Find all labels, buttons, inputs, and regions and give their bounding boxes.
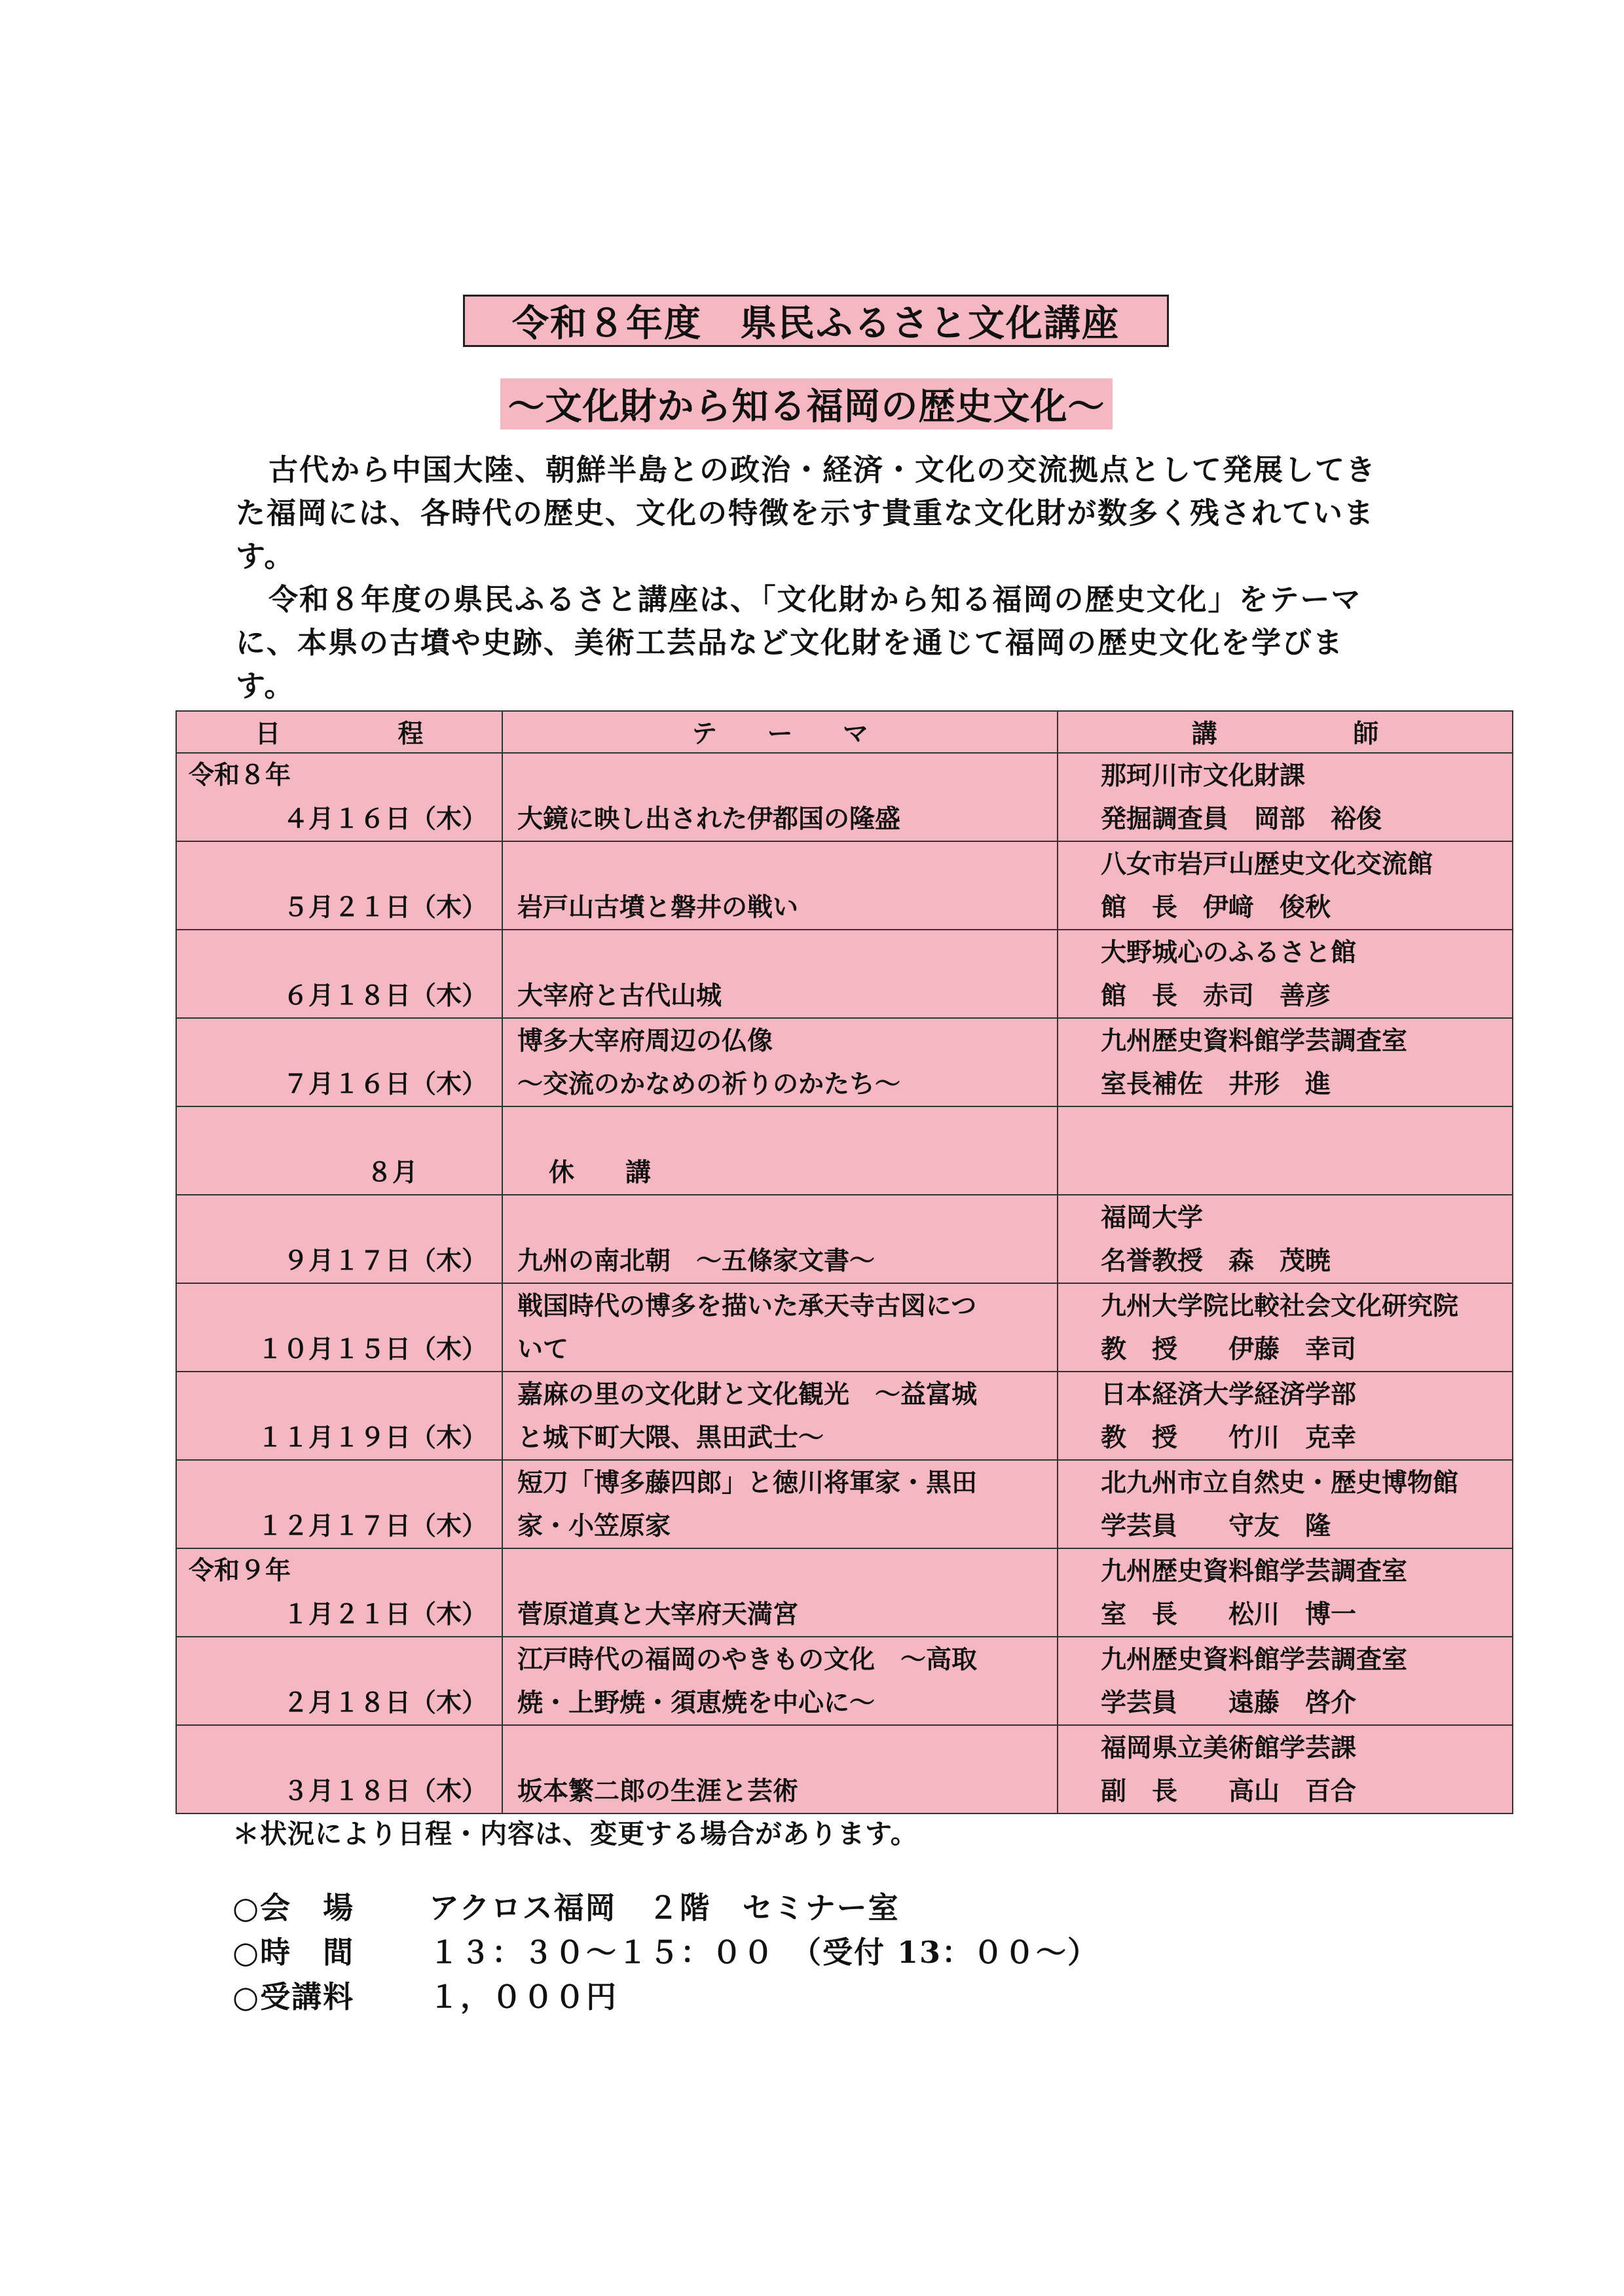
schedule-theme-line [503, 1108, 1057, 1151]
schedule-theme-line: 岩戸山古墳と磐井の戦い [517, 892, 799, 922]
schedule-lecturer-cell [1058, 1018, 1513, 1106]
table-row [176, 1283, 1513, 1372]
schedule-date: ７月１６日（木） [282, 1069, 487, 1099]
table-row [176, 1018, 1513, 1106]
schedule-date: １２月１７日（木） [257, 1511, 487, 1541]
schedule-year [177, 1372, 502, 1415]
schedule-date: １１月１９日（木） [257, 1423, 487, 1453]
schedule-theme-cell [502, 1460, 1058, 1548]
lecturer-affiliation: 大野城心のふるさと館 [1101, 938, 1357, 968]
header-theme-char: ー [767, 719, 793, 749]
lecturer-affiliation: 八女市岩戸山歴史文化交流館 [1101, 849, 1433, 879]
schedule-theme-line: 大鏡に映し出された伊都国の隆盛 [517, 804, 901, 834]
table-row [176, 1725, 1513, 1813]
lecturer-affiliation [1058, 1108, 1512, 1151]
fee-value: １，０００円 [429, 1979, 618, 2014]
lecturer-name [1058, 1151, 1512, 1194]
schedule-date-cell [176, 841, 502, 930]
schedule-note: ＊状況により日程・内容は、変更する場合があります。 [232, 1818, 918, 1850]
schedule-lecturer-cell [1058, 1106, 1513, 1195]
schedule-theme-line [503, 1196, 1057, 1239]
schedule-year [177, 1195, 502, 1239]
schedule-theme-cell [502, 841, 1058, 930]
schedule-date-cell [176, 1637, 502, 1725]
page-title: 令和８年度 県民ふるさと文化講座 [463, 295, 1169, 347]
schedule-theme-line: 坂本繁二郎の生涯と芸術 [517, 1776, 799, 1806]
schedule-theme-line: 休 講 [549, 1157, 652, 1188]
table-row [176, 1460, 1513, 1548]
schedule-date-cell [176, 1725, 502, 1813]
schedule-date-cell [176, 1195, 502, 1283]
schedule-theme-cell [502, 1637, 1058, 1725]
header-date [176, 711, 502, 753]
lecturer-affiliation: 日本経済大学経済学部 [1101, 1379, 1357, 1410]
lecturer-name: 発掘調査員 岡部 裕俊 [1101, 804, 1382, 834]
header-theme-char: マ [842, 719, 868, 749]
schedule-lecturer-cell [1058, 1372, 1513, 1460]
schedule-theme-line [503, 843, 1057, 886]
venue-value: アクロス福岡 ２階 セミナー室 [429, 1890, 900, 1925]
header-theme [502, 711, 1058, 753]
schedule-date: ３月１８日（木） [282, 1776, 487, 1806]
schedule-year: 令和９年 [189, 1556, 291, 1586]
schedule-date-cell [176, 1106, 502, 1195]
schedule-date-cell [176, 1548, 502, 1637]
fee-row [232, 1975, 1099, 2019]
schedule-lecturer-cell [1058, 1548, 1513, 1637]
schedule-lecturer-cell [1058, 930, 1513, 1018]
schedule-date: ５月２１日（木） [282, 892, 487, 922]
schedule-date-cell [176, 1460, 502, 1548]
schedule-theme-line [503, 931, 1057, 974]
table-row [176, 1637, 1513, 1725]
schedule-theme-cell [502, 753, 1058, 841]
schedule-theme-line: 江戸時代の福岡のやきもの文化 ～高取 [517, 1645, 978, 1675]
schedule-year [177, 842, 502, 885]
schedule-lecturer-cell [1058, 1460, 1513, 1548]
lecturer-name: 教 授 竹川 克幸 [1101, 1423, 1357, 1453]
schedule-theme-line: 戦国時代の博多を描いた承天寺古図につ [517, 1291, 977, 1321]
intro-paragraph: 令和８年度の県民ふるさと講座は、「文化財から知る福岡の歴史文化」をテーマに、本県の古墳や史跡、美術工芸品など文化財を通じて福岡の歴史文化を学びます。 [236, 582, 1362, 703]
schedule-theme-cell [502, 1195, 1058, 1283]
header-date-char: 日 [255, 719, 281, 749]
schedule-theme-cell [502, 1283, 1058, 1372]
header-lecturer [1058, 711, 1513, 753]
schedule-date: ２月１８日（木） [282, 1688, 487, 1718]
schedule-theme-line: 家・小笠原家 [517, 1511, 671, 1541]
schedule-year [177, 1726, 502, 1769]
header-lecturer-char: 講 [1191, 719, 1217, 749]
schedule-theme-line [503, 754, 1057, 797]
lecturer-affiliation: 九州大学院比較社会文化研究院 [1101, 1291, 1459, 1321]
lecturer-affiliation: 福岡県立美術館学芸課 [1101, 1733, 1357, 1763]
schedule-theme-line: 嘉麻の里の文化財と文化観光 ～益富城 [517, 1379, 978, 1410]
schedule-lecturer-cell [1058, 841, 1513, 930]
lecturer-name: 名誉教授 森 茂暁 [1101, 1246, 1331, 1276]
header-lecturer-char: 師 [1353, 719, 1379, 749]
schedule-lecturer-cell [1058, 1283, 1513, 1372]
schedule-year [177, 930, 502, 974]
schedule-date: ９月１７日（木） [282, 1246, 487, 1276]
schedule-date: １０月１５日（木） [257, 1334, 487, 1364]
header-date-char: 程 [397, 719, 424, 749]
venue-label: ○会 場 [232, 1890, 355, 1925]
schedule-theme-line: いて [517, 1334, 569, 1364]
schedule-theme-line [503, 1550, 1057, 1593]
schedule-date-cell [176, 1372, 502, 1460]
schedule-theme-line: 博多大宰府周辺の仏像 [517, 1026, 773, 1056]
lecturer-name: 副 長 高山 百合 [1101, 1776, 1357, 1806]
schedule-lecturer-cell [1058, 1195, 1513, 1283]
schedule-year [177, 1461, 502, 1504]
lecturer-name: 学芸員 守友 隆 [1101, 1511, 1331, 1541]
table-row [176, 1372, 1513, 1460]
schedule-theme-line: 大宰府と古代山城 [517, 981, 722, 1011]
table-row [176, 1195, 1513, 1283]
header-theme-char: テ [692, 719, 718, 749]
lecturer-name: 室長補佐 井形 進 [1101, 1069, 1331, 1099]
schedule-theme-cell [502, 1725, 1058, 1813]
schedule-year [177, 1637, 502, 1681]
fee-label: ○受講料 [232, 1979, 355, 2014]
event-info [232, 1886, 1099, 2019]
time-label: ○時 間 [232, 1935, 355, 1970]
lecturer-name: 館 長 赤司 善彦 [1101, 981, 1331, 1011]
schedule-theme-line: 焼・上野焼・須恵焼を中心に～ [517, 1688, 876, 1718]
lecturer-name: 学芸員 遠藤 啓介 [1101, 1688, 1357, 1718]
lecturer-affiliation: 九州歴史資料館学芸調査室 [1101, 1645, 1408, 1675]
schedule-date-cell [176, 1018, 502, 1106]
table-row [176, 753, 1513, 841]
page-subtitle: ～文化財から知る福岡の歴史文化～ [500, 378, 1113, 429]
time-row [232, 1930, 1099, 1975]
schedule-date: ４月１６日（木） [282, 804, 487, 834]
table-row [176, 1106, 1513, 1195]
schedule-theme-cell [502, 930, 1058, 1018]
schedule-theme-cell [502, 1548, 1058, 1637]
schedule-theme-line [503, 1726, 1057, 1770]
table-row [176, 1548, 1513, 1637]
venue-row [232, 1886, 1099, 1930]
schedule-lecturer-cell [1058, 1637, 1513, 1725]
schedule-theme-line: ～交流のかなめの祈りのかたち～ [517, 1069, 901, 1099]
lecturer-affiliation: 福岡大学 [1101, 1203, 1204, 1233]
schedule-date: ６月１８日（木） [282, 981, 487, 1011]
schedule-lecturer-cell [1058, 1725, 1513, 1813]
schedule-year [177, 1019, 502, 1062]
intro-paragraph: 古代から中国大陸、朝鮮半島との政治・経済・文化の交流拠点として発展してきた福岡には、各時代の歴史、文化の特徴を示す貴重な文化財が数多く残されています。 [236, 452, 1377, 574]
schedule-theme-cell [502, 1106, 1058, 1195]
lecturer-name: 館 長 伊﨑 俊秋 [1101, 892, 1331, 922]
intro-text [236, 448, 1388, 708]
schedule-theme-cell [502, 1372, 1058, 1460]
schedule-theme-line: と城下町大隈、黒田武士～ [517, 1423, 824, 1453]
schedule-year: 令和８年 [189, 760, 291, 790]
schedule-year [177, 1107, 502, 1150]
schedule-date: １月２１日（木） [282, 1599, 487, 1630]
schedule-theme-line: 菅原道真と大宰府天満宮 [517, 1599, 799, 1630]
schedule-lecturer-cell [1058, 753, 1513, 841]
schedule-theme-line: 短刀「博多藤四郎」と徳川将軍家・黒田 [517, 1468, 978, 1498]
table-header-row [176, 711, 1513, 753]
lecturer-affiliation: 那珂川市文化財課 [1101, 761, 1306, 791]
schedule-date: ８月 [367, 1157, 418, 1188]
lecturer-affiliation: 北九州市立自然史・歴史博物館 [1101, 1468, 1459, 1498]
schedule-year [177, 1284, 502, 1327]
lecturer-affiliation: 九州歴史資料館学芸調査室 [1101, 1026, 1408, 1056]
time-value: １３：３０～１５：００ （受付 13：００～） [429, 1935, 1099, 1970]
table-row [176, 841, 1513, 930]
schedule-date-cell [176, 930, 502, 1018]
schedule-theme-cell [502, 1018, 1058, 1106]
schedule-theme-line: 九州の南北朝 ～五條家文書～ [517, 1246, 876, 1276]
schedule-table [175, 710, 1513, 1814]
table-row [176, 930, 1513, 1018]
schedule-date-cell [176, 1283, 502, 1372]
lecturer-name: 教 授 伊藤 幸司 [1101, 1334, 1357, 1364]
schedule-date-cell [176, 753, 502, 841]
lecturer-affiliation: 九州歴史資料館学芸調査室 [1101, 1556, 1408, 1586]
lecturer-name: 室 長 松川 博一 [1101, 1599, 1357, 1630]
